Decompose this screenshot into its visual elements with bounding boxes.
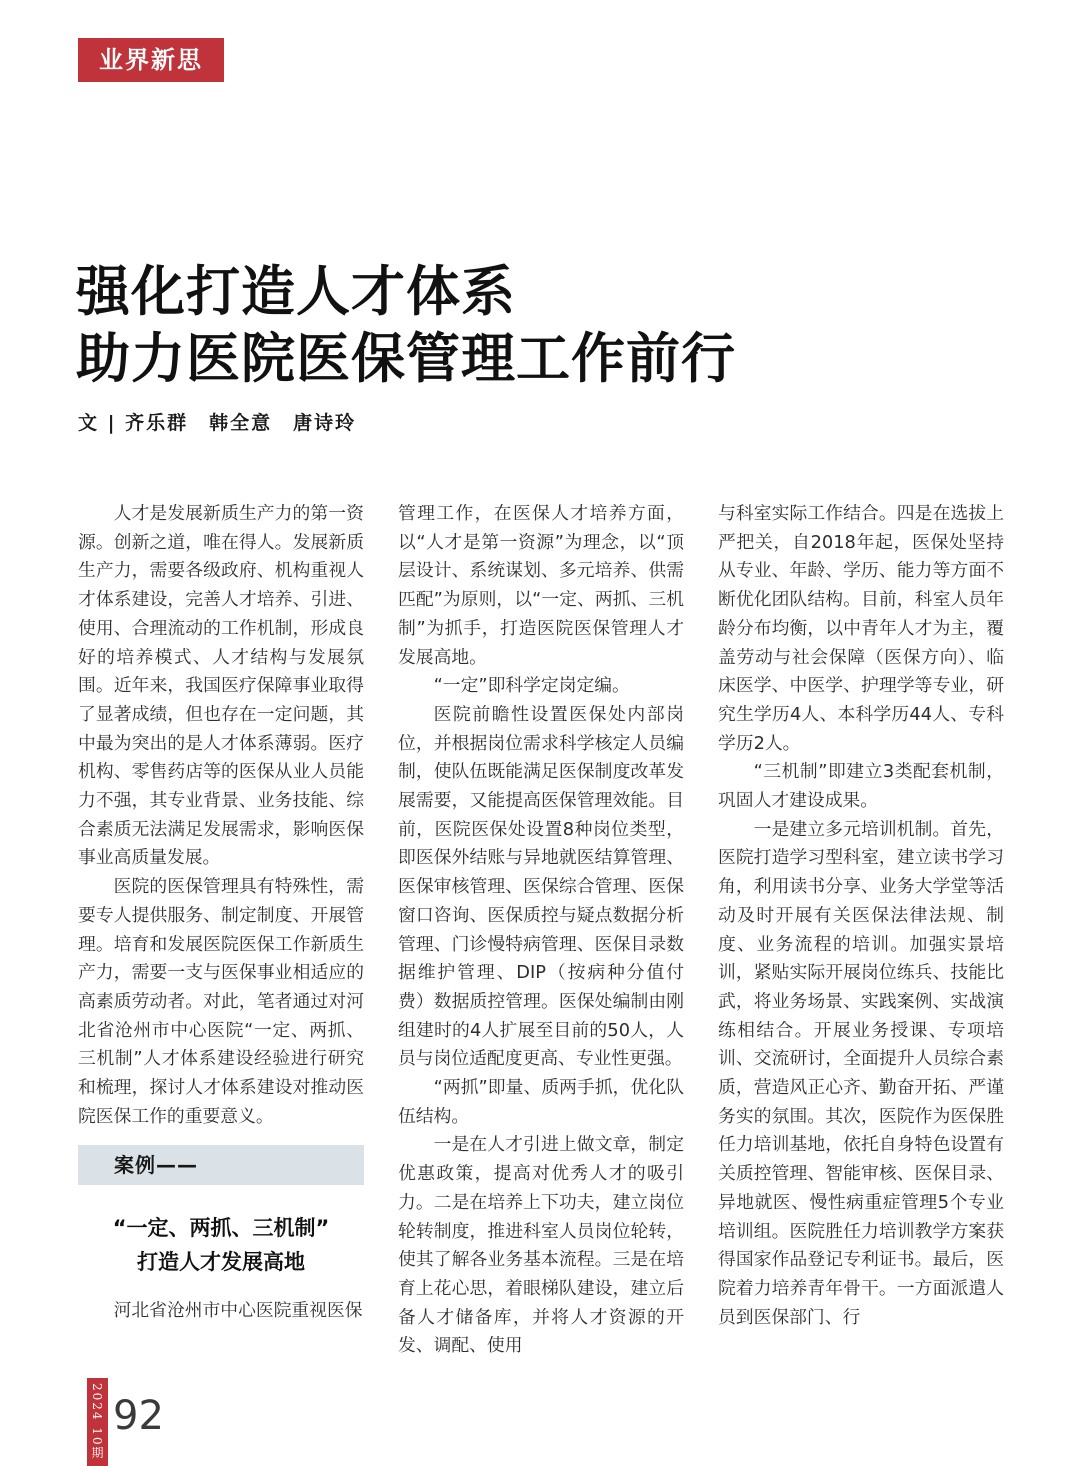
- page-number: 92: [113, 1393, 164, 1439]
- body-paragraph: 一是建立多元培训机制。首先，医院打造学习型科室，建立读书学习角，利用读书分享、业务大学堂等活动及时开展有关医保法律法规、制度、业务流程的培训。加强实景培训，紧贴实际开展岗位练兵、技能比武，将业务场景、实践案例、实战演练相结合。开展业务授课、专项培训、交流研讨，全面提升人员综合素质，营造风正心齐、勤奋开拓、严谨务实的氛围。其次，医院作为医保胜任力培训基地，依托自身特色设置有关质控管理、智能审核、医保目录、异地就医、慢性病重症管理5个专业培训组。医院胜任力培训教学方案获得国家作品登记专利证书。最后，医院着力培养青年骨干。一方面派遣人员到医保部门、行: [718, 818, 1004, 1328]
- body-paragraph: 河北省沧州市中心医院重视医保: [113, 1300, 363, 1322]
- text-column-3: [718, 500, 1004, 1326]
- article-title: [76, 258, 736, 392]
- case-subheading-line1: “一定、两抓、三机制”: [112, 1216, 330, 1241]
- body-paragraph: “两抓”即量、质两手抓，优化队伍结构。: [398, 1077, 684, 1127]
- body-paragraph: 管理工作，在医保人才培养方面，以“人才是第一资源”为理念，以“顶层设计、系统谋划、多元培养、供需匹配”为原则，以“一定、两抓、三机制”为抓手，打造医院医保管理人才发展高地。: [398, 503, 684, 668]
- text-column-2: [398, 500, 684, 1357]
- body-paragraph: 人才是发展新质生产力的第一资源。创新之道，唯在得人。发展新质生产力，需要各级政府、机构重视人才体系建设，完善人才培养、引进、使用、合理流动的工作机制，形成良好的培养模式、人才结构与发展氛围。近年来，我国医疗保障事业取得了显著成绩，但也存在一定问题，其中最为突出的是人才体系薄弱。医疗机构、零售药店等的医保从业人员能力不强，其专业背景、业务技能、综合素质无法满足发展需求，影响医保事业高质量发展。: [78, 503, 364, 869]
- article-title-line2: 助力医院医保管理工作前行: [76, 327, 736, 390]
- body-paragraph: 医院的医保管理具有特殊性，需要专人提供服务、制定制度、开展管理。培育和发展医院医保工作新质生产力，需要一支与医保事业相适应的高素质劳动者。对此，笔者通过对河北省沧州市中心医院“一定、两抓、三机制”人才体系建设经验进行研究和梳理，探讨人才体系建设对推动医院医保工作的重要意义。: [78, 876, 364, 1127]
- case-subheading-line2: 打造人才发展高地: [137, 1250, 305, 1275]
- section-badge: 业界新思: [78, 38, 224, 82]
- body-paragraph: “三机制”即建立3类配套机制，巩固人才建设成果。: [718, 761, 1004, 812]
- case-subheading: [78, 1211, 364, 1279]
- body-paragraph: “一定”即科学定岗定编。: [433, 675, 630, 697]
- byline: 文 | 齐乐群 韩全意 唐诗玲: [78, 412, 357, 434]
- body-paragraph: 医院前瞻性设置医保处内部岗位，并根据岗位需求科学核定人员编制，使队伍既能满足医保制度改革发展需要，又能提高医保管理效能。目前，医院医保处设置8种岗位类型，即医保外结账与异地就医结算管理、医保审核管理、医保综合管理、医保窗口咨询、医保质控与疑点数据分析管理、门诊慢特病管理、医保目录数据维护管理、DIP（按病种分值付费）数据质控管理。医保处编制由刚组建时的4人扩展至目前的50人，人员与岗位适配度更高、专业性更强。: [398, 703, 684, 1070]
- text-column-1: [78, 500, 364, 1326]
- article-body: [78, 500, 1004, 1357]
- body-paragraph: 一是在人才引进上做文章，制定优惠政策，提高对优秀人才的吸引力。二是在培养上下功夫，建立岗位轮转制度，推进科室人员岗位轮转，使其了解各业务基本流程。三是在培育上花心思，着眼梯队建设，建立后备人才储备库，并将人才资源的开发、调配、使用: [398, 1134, 684, 1357]
- body-paragraph: 与科室实际工作结合。四是在选拔上严把关，自2018年起，医保处坚持从专业、年龄、学历、能力等方面不断优化团队结构。目前，科室人员年龄分布均衡，以中青年人才为主，覆盖劳动与社会保障（医保方向）、临床医学、中医学、护理学等专业，研究生学历4人、本科学历44人、专科学历2人。: [718, 503, 1004, 754]
- case-section-label: 案例——: [78, 1145, 364, 1185]
- issue-strip: 2024 10期: [87, 1378, 108, 1466]
- article-title-line1: 强化打造人才体系: [76, 260, 516, 323]
